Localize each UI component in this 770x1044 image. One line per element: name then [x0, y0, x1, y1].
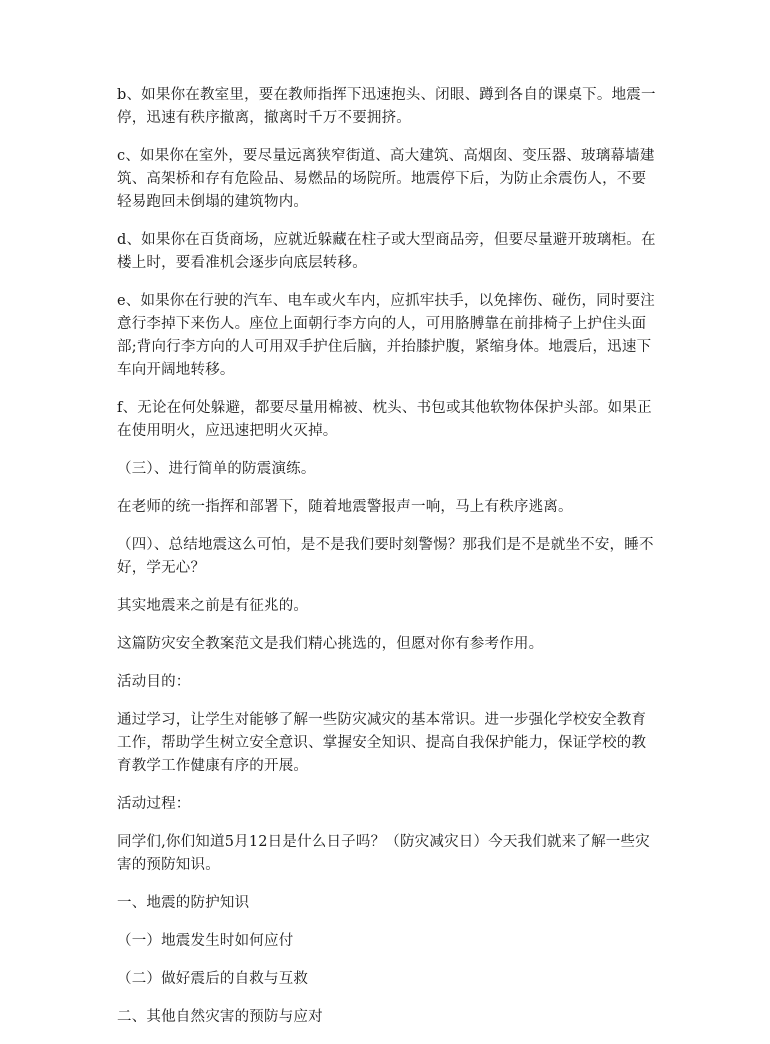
paragraph-e-vehicle: e、如果你在行驶的汽车、电车或火车内，应抓牢扶手，以免摔伤、碰伤，同时要注意行李掉下来伤人。座位上面朝行李方向的人，可用胳膊靠在前排椅子上护住头面部;背向行李方向的人可用双手护住后脑，并抬膝护腹，紧缩身体。地震后，迅速下车向开阔地转移。 [117, 293, 655, 378]
heading-activity-process: 活动过程： [117, 796, 191, 812]
paragraph-d-mall: d、如果你在百货商场，应就近躲藏在柱子或大型商品旁，但要尽量避开玻璃柜。在楼上时，要看准机会逐步向底层转移。 [117, 232, 656, 271]
heading-activity-purpose: 活动目的： [117, 674, 191, 690]
paragraph-signs: 其实地震来之前是有征兆的。 [117, 598, 309, 614]
paragraph-b-classroom: b、如果你在教室里，要在教师指挥下迅速抱头、闭眼、蹲到各自的课桌下。地震一停，迅速有秩序撤离，撤离时千万不要拥挤。 [117, 87, 656, 126]
document-page [117, 84, 657, 1044]
subheading-during-earthquake: （一）地震发生时如何应付 [117, 933, 294, 949]
paragraph-drill: 在老师的统一指挥和部署下，随着地震警报声一响，马上有秩序逃离。 [117, 499, 573, 515]
paragraph-activity-purpose: 通过学习，让学生对能够了解一些防灾减灾的基本常识。进一步强化学校安全教育工作，帮助学生树立安全意识、掌握安全知识、提高自我保护能力，保证学校的教育教学工作健康有序的开展。 [117, 712, 647, 774]
paragraph-activity-process: 同学们,你们知道5月12日是什么日子吗？（防灾减灾日）今天我们就来了解一些灾害的预防知识。 [117, 834, 650, 873]
paragraph-intro-note: 这篇防灾安全教案范文是我们精心挑选的，但愿对你有参考作用。 [117, 636, 544, 652]
heading-other-disasters: 二、其他自然灾害的预防与应对 [117, 1009, 323, 1025]
heading-section-three: （三）、进行简单的防震演练。 [117, 461, 316, 477]
heading-section-four: （四）、总结地震这么可怕，是不是我们要时刻警惕？那我们是不是就坐不安，睡不好，学无心？ [117, 537, 654, 576]
paragraph-c-outdoor: c、如果你在室外，要尽量远离狭窄街道、高大建筑、高烟囱、变压器、玻璃幕墙建筑、高架桥和存有危险品、易燃品的场院所。地震停下后，为防止余震伤人，不要轻易跑回未倒塌的建筑物内。 [117, 148, 655, 210]
subheading-after-earthquake: （二）做好震后的自救与互救 [117, 971, 309, 987]
heading-earthquake-knowledge: 一、地震的防护知识 [117, 895, 250, 911]
paragraph-f-protect-head: f、无论在何处躲避，都要尽量用棉被、枕头、书包或其他软物体保护头部。如果正在使用明火，应迅速把明火灭掉。 [117, 400, 652, 439]
